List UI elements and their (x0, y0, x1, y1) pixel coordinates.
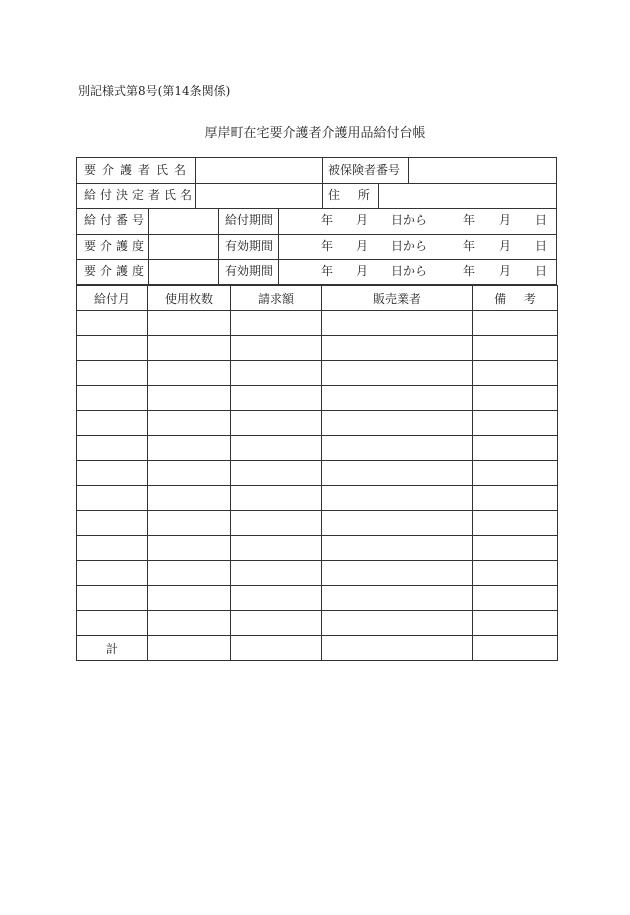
valid2-to-year: 年 (463, 264, 476, 278)
sheets-used-cell (148, 311, 231, 336)
remarks-cell (473, 511, 558, 536)
valid-from-year: 年 (321, 239, 334, 253)
claim-amount-cell (231, 611, 322, 636)
col-header-remarks: 備 考 (473, 286, 558, 311)
remarks-cell (473, 536, 558, 561)
sheets-used-cell (148, 336, 231, 361)
benefit-month-cell (77, 311, 148, 336)
total-amount-cell (231, 636, 322, 661)
info-section (76, 157, 557, 285)
vendor-cell (322, 386, 473, 411)
remarks-cell (473, 586, 558, 611)
benefit-month-cell (77, 361, 148, 386)
benefit-month-cell (77, 536, 148, 561)
claim-amount-cell (231, 536, 322, 561)
vendor-cell (322, 511, 473, 536)
claim-amount-cell (231, 561, 322, 586)
benefit-month-cell (77, 511, 148, 536)
claim-amount-cell (231, 411, 322, 436)
valid-to-year: 年 (463, 239, 476, 253)
sheets-used-cell (148, 486, 231, 511)
remarks-cell (473, 611, 558, 636)
sheets-used-cell (148, 561, 231, 586)
remarks-cell (473, 486, 558, 511)
vendor-cell (322, 486, 473, 511)
benefit-month-cell (77, 586, 148, 611)
col-header-sheets-used: 使用枚数 (148, 286, 231, 311)
document-title: 厚岸町在宅要介護者介護用品給付台帳 (204, 126, 426, 141)
valid2-from-day: 日から (391, 264, 428, 278)
benefit-decision-name-label: 給付決定者氏名 (84, 188, 197, 202)
valid2-to-day: 日 (535, 264, 548, 278)
sheets-used-cell (148, 611, 231, 636)
sheets-used-cell (148, 586, 231, 611)
vendor-cell (322, 611, 473, 636)
table-row (77, 511, 558, 536)
period-from-day: 日から (391, 213, 428, 227)
valid-period-label: 有効期間 (225, 239, 274, 253)
benefit-month-cell (77, 336, 148, 361)
form-reference: 別記様式第8号(第14条関係) (78, 84, 231, 98)
care-recipient-name-label: 要介護者氏名 (84, 163, 193, 177)
benefit-month-cell (77, 436, 148, 461)
claim-amount-cell (231, 386, 322, 411)
claim-amount-cell (231, 486, 322, 511)
claim-amount-cell (231, 461, 322, 486)
table-row (77, 586, 558, 611)
valid2-from-month: 月 (356, 264, 369, 278)
col-header-benefit-month: 給付月 (77, 286, 148, 311)
table-row (77, 436, 558, 461)
table-row (77, 486, 558, 511)
total-remarks-cell (473, 636, 558, 661)
claim-amount-cell (231, 336, 322, 361)
address-label: 住 所 (328, 188, 370, 202)
claim-amount-cell (231, 436, 322, 461)
sheets-used-cell (148, 511, 231, 536)
vendor-cell (322, 461, 473, 486)
vendor-cell (322, 436, 473, 461)
benefit-month-cell (77, 386, 148, 411)
table-row (77, 461, 558, 486)
claim-amount-cell (231, 586, 322, 611)
claim-amount-cell (231, 511, 322, 536)
vendor-cell (322, 536, 473, 561)
benefit-period-label: 給付期間 (225, 213, 274, 227)
valid-period-label-2: 有効期間 (225, 264, 274, 278)
total-row (77, 636, 558, 661)
vendor-cell (322, 586, 473, 611)
vendor-cell (322, 311, 473, 336)
benefit-month-cell (77, 561, 148, 586)
table-row (77, 611, 558, 636)
remarks-cell (473, 336, 558, 361)
benefit-month-cell (77, 411, 148, 436)
claim-amount-cell (231, 361, 322, 386)
period-to-day: 日 (535, 213, 548, 227)
benefit-records-table (76, 285, 558, 661)
total-vendor-cell (322, 636, 473, 661)
col-header-claim-amount: 請求額 (231, 286, 322, 311)
table-row (77, 336, 558, 361)
insured-number-label: 被保険者番号 (328, 163, 401, 177)
remarks-cell (473, 386, 558, 411)
vendor-cell (322, 411, 473, 436)
vendor-cell (322, 361, 473, 386)
benefit-number-label: 給付番号 (84, 213, 149, 227)
remarks-cell (473, 361, 558, 386)
remarks-cell (473, 461, 558, 486)
vendor-cell (322, 561, 473, 586)
valid-from-day: 日から (391, 239, 428, 253)
sheets-used-cell (148, 536, 231, 561)
sheets-used-cell (148, 461, 231, 486)
remarks-cell (473, 436, 558, 461)
table-row (77, 411, 558, 436)
total-label: 計 (77, 636, 148, 661)
col-header-vendor: 販売業者 (322, 286, 473, 311)
sheets-used-cell (148, 411, 231, 436)
table-row (77, 561, 558, 586)
valid2-to-month: 月 (499, 264, 512, 278)
period-from-year: 年 (321, 213, 334, 227)
care-level-label-2: 要介護度 (84, 264, 149, 278)
sheets-used-cell (148, 361, 231, 386)
sheets-used-cell (148, 386, 231, 411)
remarks-cell (473, 311, 558, 336)
valid-to-month: 月 (499, 239, 512, 253)
valid-to-day: 日 (535, 239, 548, 253)
period-to-month: 月 (499, 213, 512, 227)
period-to-year: 年 (463, 213, 476, 227)
benefit-month-cell (77, 461, 148, 486)
remarks-cell (473, 561, 558, 586)
table-row (77, 361, 558, 386)
benefit-month-cell (77, 611, 148, 636)
table-row (77, 386, 558, 411)
table-row (77, 536, 558, 561)
table-row (77, 311, 558, 336)
claim-amount-cell (231, 311, 322, 336)
benefit-month-cell (77, 486, 148, 511)
total-sheets-cell (148, 636, 231, 661)
care-level-label: 要介護度 (84, 239, 149, 253)
vendor-cell (322, 336, 473, 361)
valid2-from-year: 年 (321, 264, 334, 278)
sheets-used-cell (148, 436, 231, 461)
remarks-cell (473, 411, 558, 436)
table-header-row (77, 286, 558, 311)
valid-from-month: 月 (356, 239, 369, 253)
period-from-month: 月 (356, 213, 369, 227)
